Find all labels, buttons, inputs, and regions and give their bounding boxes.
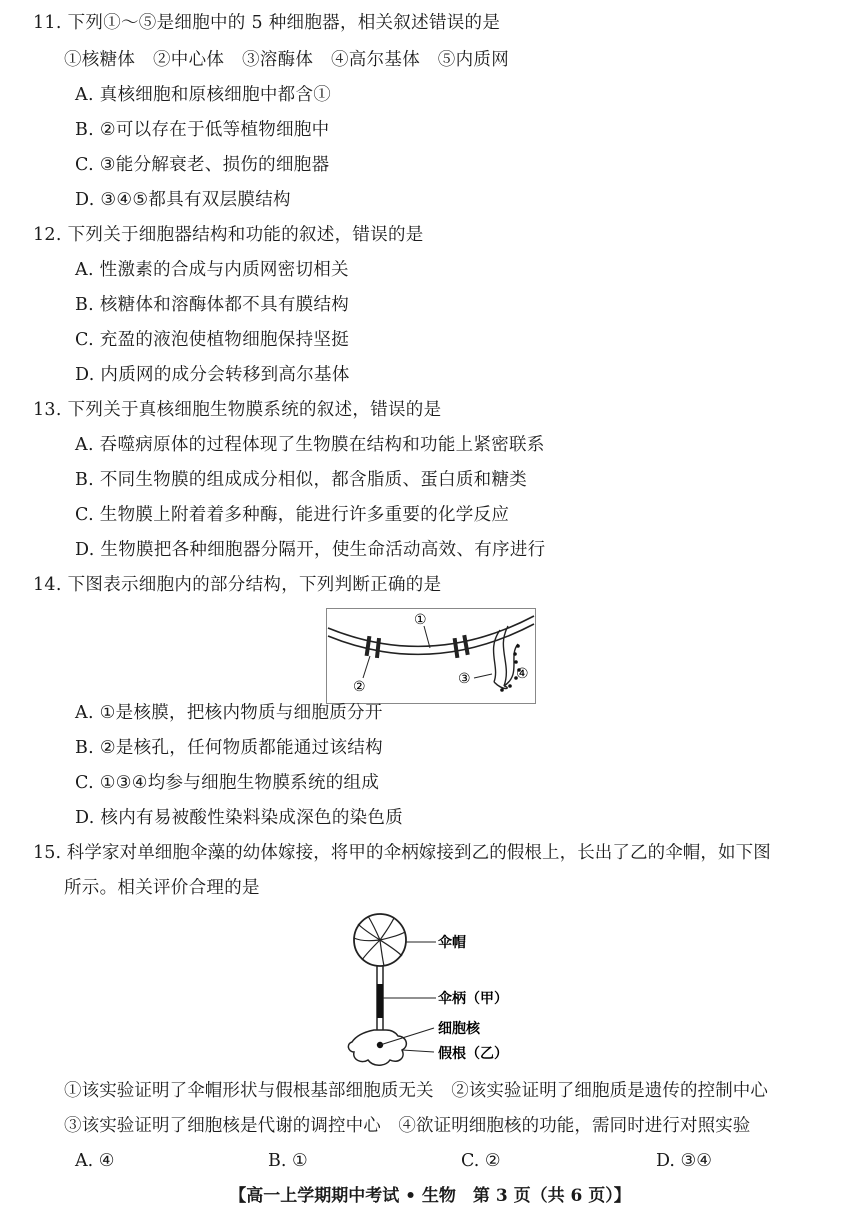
q14-option-b: B. ②是核孔，任何物质都能通过该结构 (75, 738, 383, 758)
nuclear-envelope-figure (326, 608, 536, 704)
q15-option-b: B. ① (268, 1151, 308, 1171)
fig15-label-nucleus: 细胞核 (438, 1021, 480, 1037)
acetabularia-graft-figure (344, 910, 516, 1074)
q12-option-c: C. 充盈的液泡使植物细胞保持坚挺 (75, 330, 349, 350)
q14-option-c: C. ①③④均参与细胞生物膜系统的组成 (75, 773, 380, 793)
fig15-label-rhizoid: 假根（乙） (438, 1046, 508, 1062)
q15-option-d: D. ③④ (656, 1151, 712, 1171)
q13-option-d: D. 生物膜把各种细胞器分隔开，使生命活动高效、有序进行 (75, 540, 546, 560)
q12-option-a: A. 性激素的合成与内质网密切相关 (75, 260, 349, 280)
q15-stem-line1: 15. 科学家对单细胞伞藻的幼体嫁接，将甲的伞柄嫁接到乙的假根上，长出了乙的伞帽，如下图 (33, 843, 771, 863)
fig15-label-stalk: 伞柄（甲） (438, 991, 508, 1007)
fig14-label-3: ③ (458, 671, 471, 687)
fig15-label-cap: 伞帽 (438, 935, 466, 951)
q15-option-a: A. ④ (75, 1151, 115, 1171)
page-footer: 【高一上学期期中考试 • 生物 第 3 页（共 6 页）】 (229, 1186, 631, 1206)
q12-option-b: B. 核糖体和溶酶体都不具有膜结构 (75, 295, 350, 315)
q11-option-a: A. 真核细胞和原核细胞中都含① (75, 85, 332, 105)
q11-items: ①核糖体 ②中心体 ③溶酶体 ④高尔基体 ⑤内质网 (64, 50, 509, 70)
q11-option-b: B. ②可以存在于低等植物细胞中 (75, 120, 330, 140)
q15-stem-line2: 所示。相关评价合理的是 (64, 878, 260, 898)
q13-stem: 13. 下列关于真核细胞生物膜系统的叙述，错误的是 (33, 400, 442, 420)
q12-option-d: D. 内质网的成分会转移到高尔基体 (75, 365, 350, 385)
q14-option-a: A. ①是核膜，把核内物质与细胞质分开 (75, 703, 383, 723)
fig14-label-2: ② (353, 679, 366, 695)
q13-option-b: B. 不同生物膜的组成成分相似，都含脂质、蛋白质和糖类 (75, 470, 528, 490)
q15-option-c: C. ② (461, 1151, 501, 1171)
fig14-label-1: ① (414, 612, 427, 628)
q15-statements-line2: ③该实验证明了细胞核是代谢的调控中心 ④欲证明细胞核的功能，需同时进行对照实验 (64, 1116, 751, 1136)
q11-option-d: D. ③④⑤都具有双层膜结构 (75, 190, 291, 210)
q13-option-a: A. 吞噬病原体的过程体现了生物膜在结构和功能上紧密联系 (75, 435, 545, 455)
q12-stem: 12. 下列关于细胞器结构和功能的叙述，错误的是 (33, 225, 424, 245)
q11-stem: 11. 下列①～⑤是细胞中的 5 种细胞器，相关叙述错误的是 (33, 13, 501, 33)
q14-stem: 14. 下图表示细胞内的部分结构，下列判断正确的是 (33, 575, 442, 595)
q11-option-c: C. ③能分解衰老、损伤的细胞器 (75, 155, 330, 175)
q15-statements-line1: ①该实验证明了伞帽形状与假根基部细胞质无关 ②该实验证明了细胞质是遗传的控制中心 (64, 1081, 768, 1101)
fig14-label-4: ④ (516, 666, 529, 682)
q14-option-d: D. 核内有易被酸性染料染成深色的染色质 (75, 808, 404, 828)
q13-option-c: C. 生物膜上附着着多种酶，能进行许多重要的化学反应 (75, 505, 510, 525)
